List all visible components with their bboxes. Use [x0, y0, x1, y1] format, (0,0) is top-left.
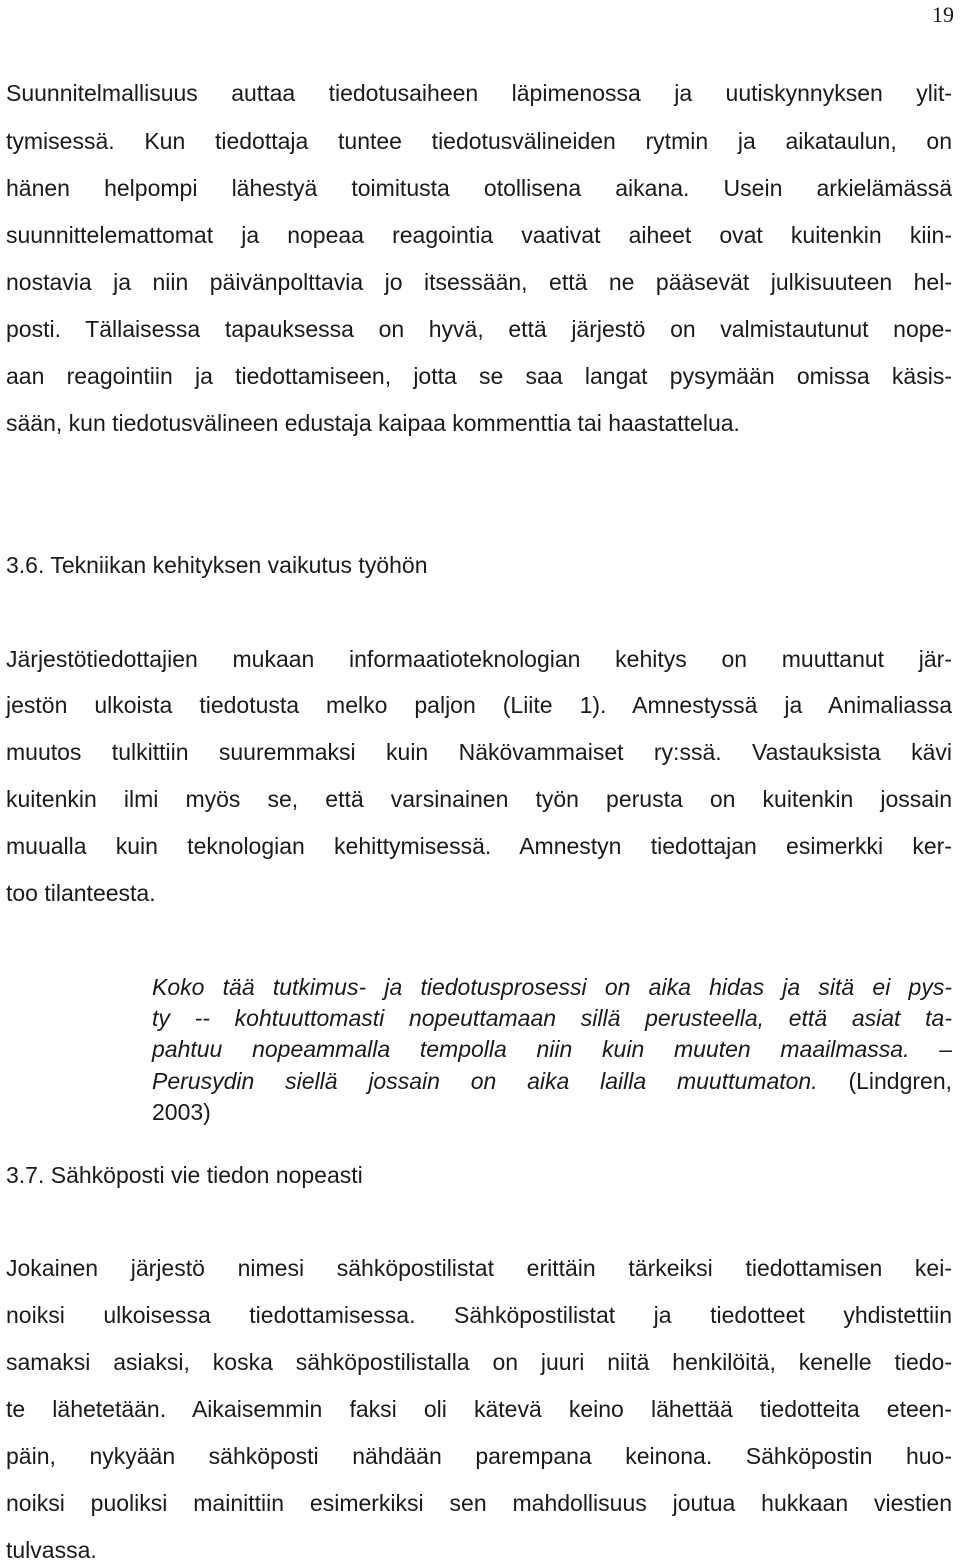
- quote-line: pahtuu nopeammalla tempolla niin kuin muuten maailmassa. –: [152, 1036, 952, 1062]
- body-text-line: muualla kuin teknologian kehittymisessä. Amnestyn tiedottajan esimerkki ker-: [6, 833, 952, 859]
- body-text-line: suunnittelemattomat ja nopeaa reagointia vaativat aiheet ovat kuitenkin kiin-: [6, 222, 952, 248]
- page-number: 19: [932, 2, 954, 27]
- body-text-line: aan reagointiin ja tiedottamiseen, jotta se saa langat pysymään omissa käsis-: [6, 363, 952, 389]
- quote-line: [152, 1070, 952, 1093]
- body-text-line: too tilanteesta.: [6, 880, 156, 906]
- body-text-line: tymisessä. Kun tiedottaja tuntee tiedotusvälineiden rytmin ja aikataulun, on: [6, 128, 952, 154]
- body-text-line: te lähetetään. Aikaisemmin faksi oli kätevä keino lähettää tiedotteita eteen-: [6, 1396, 952, 1422]
- body-text-line: noiksi puoliksi mainittiin esimerkiksi sen mahdollisuus joutua hukkaan viestien: [6, 1490, 952, 1516]
- body-text-line: Jokainen järjestö nimesi sähköpostilistat erittäin tärkeiksi tiedottamisen kei-: [6, 1255, 952, 1281]
- body-text-line: jestön ulkoista tiedotusta melko paljon (Liite 1). Amnestyssä ja Animaliassa: [6, 692, 952, 718]
- body-text-line: hänen helpompi lähestyä toimitusta otollisena aikana. Usein arkielämässä: [6, 175, 952, 201]
- section-heading-3-6: 3.6. Tekniikan kehityksen vaikutus työhön: [6, 552, 428, 578]
- body-text-line: posti. Tällaisessa tapauksessa on hyvä, että järjestö on valmistautunut nope-: [6, 316, 952, 342]
- quote-citation: (Lindgren,: [848, 1068, 953, 1094]
- body-text-line: samaksi asiaksi, koska sähköpostilistalla on juuri niitä henkilöitä, kenelle tiedo-: [6, 1349, 952, 1375]
- quote-citation-year: 2003): [152, 1099, 211, 1125]
- body-text-line: nostavia ja niin päivänpolttavia jo itsessään, että ne pääsevät julkisuuteen hel-: [6, 269, 952, 295]
- body-text-line: sään, kun tiedotusvälineen edustaja kaipaa kommenttia tai haastattelua.: [6, 410, 740, 436]
- quote-line: ty -- kohtuuttomasti nopeuttamaan sillä perusteella, että asiat ta-: [152, 1005, 952, 1031]
- body-text-line: kuitenkin ilmi myös se, että varsinainen työn perusta on kuitenkin jossain: [6, 786, 952, 812]
- body-text-line: muutos tulkittiin suuremmaksi kuin Näkövammaiset ry:ssä. Vastauksista kävi: [6, 739, 952, 765]
- body-text-line: Suunnitelmallisuus auttaa tiedotusaiheen läpimenossa ja uutiskynnyksen ylit-: [6, 80, 952, 106]
- quote-line: Koko tää tutkimus- ja tiedotusprosessi on aika hidas ja sitä ei pys-: [152, 974, 952, 1000]
- body-text-line: tulvassa.: [6, 1537, 97, 1563]
- body-text-line: Järjestötiedottajien mukaan informaatioteknologian kehitys on muuttanut jär-: [6, 646, 952, 672]
- section-heading-3-7: 3.7. Sähköposti vie tiedon nopeasti: [6, 1162, 363, 1188]
- quote-text: Perusydin siellä jossain on aika lailla muuttumaton.: [152, 1068, 818, 1094]
- body-text-line: noiksi ulkoisessa tiedottamisessa. Sähköpostilistat ja tiedotteet yhdistettiin: [6, 1302, 952, 1328]
- body-text-line: päin, nykyään sähköposti nähdään parempana keinona. Sähköpostin huo-: [6, 1443, 952, 1469]
